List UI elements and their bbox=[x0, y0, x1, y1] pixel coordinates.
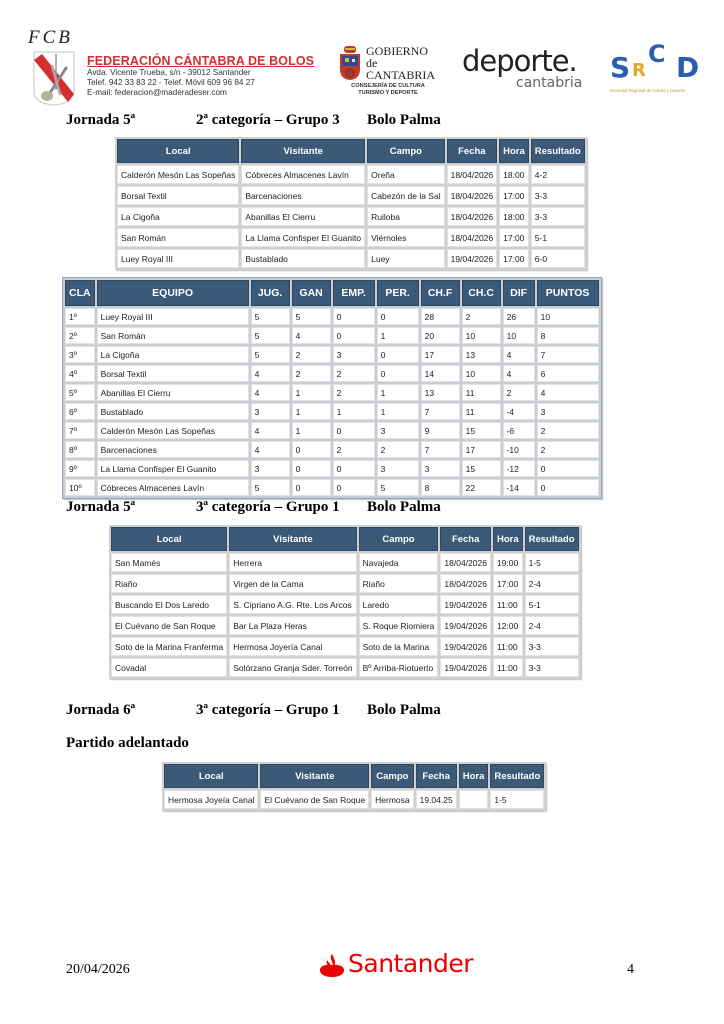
column-header-local: Local bbox=[117, 139, 239, 163]
cell-campo: Riaño bbox=[359, 574, 439, 593]
section-heading-jornada5-3a bbox=[66, 498, 566, 516]
match-row bbox=[111, 658, 579, 677]
cell-resultado: 6-0 bbox=[531, 249, 585, 268]
cell-chc: 2 bbox=[462, 308, 501, 325]
categoria-label: 3ª categoría – Grupo 1 bbox=[196, 702, 340, 718]
cell-resultado: 3-3 bbox=[525, 658, 579, 677]
match-row bbox=[111, 595, 579, 614]
cell-per: 2 bbox=[377, 441, 419, 458]
cell-emp: 2 bbox=[333, 384, 375, 401]
cell-hora: 11:00 bbox=[493, 595, 523, 614]
cell-hora: 17:00 bbox=[499, 228, 529, 247]
cell-gan: 0 bbox=[292, 479, 331, 496]
standings-row bbox=[65, 308, 599, 325]
cell-equipo: Barcenaciones bbox=[97, 441, 249, 458]
cell-per: 1 bbox=[377, 403, 419, 420]
cell-puntos: 8 bbox=[537, 327, 599, 344]
cell-equipo: Bustablado bbox=[97, 403, 249, 420]
column-header-jug: JUG. bbox=[251, 280, 290, 306]
column-header-campo: Campo bbox=[371, 764, 413, 788]
cell-fecha: 19/04/2026 bbox=[440, 658, 491, 677]
cell-per: 0 bbox=[377, 365, 419, 382]
cell-chc: 11 bbox=[462, 403, 501, 420]
fcb-letters: FCB bbox=[28, 27, 73, 48]
cell-cla: 3º bbox=[65, 346, 95, 363]
cell-dif: -6 bbox=[503, 422, 535, 439]
cell-chc: 22 bbox=[462, 479, 501, 496]
cell-visitante: Hermosa Joyería Canal bbox=[229, 637, 356, 656]
cell-local: Calderón Mesón Las Sopeñas bbox=[117, 165, 239, 184]
consejeria-line2: TURISMO Y DEPORTE bbox=[358, 90, 418, 96]
cell-hora: 17:00 bbox=[499, 186, 529, 205]
federation-name: FEDERACIÓN CÁNTABRA DE BOLOS bbox=[87, 54, 315, 68]
cell-per: 0 bbox=[377, 346, 419, 363]
cell-chf: 8 bbox=[421, 479, 460, 496]
cell-dif: -14 bbox=[503, 479, 535, 496]
cell-puntos: 0 bbox=[537, 479, 599, 496]
cell-chf: 28 bbox=[421, 308, 460, 325]
cell-puntos: 6 bbox=[537, 365, 599, 382]
match-row bbox=[117, 207, 585, 226]
cell-visitante: El Cuévano de San Roque bbox=[260, 790, 369, 809]
cell-puntos: 2 bbox=[537, 422, 599, 439]
cell-equipo: La Cigoña bbox=[97, 346, 249, 363]
column-header-chc: CH.C bbox=[462, 280, 501, 306]
column-header-dif: DIF bbox=[503, 280, 535, 306]
cell-cla: 5º bbox=[65, 384, 95, 401]
cell-campo: Cabezón de la Sal bbox=[367, 186, 444, 205]
cell-emp: 2 bbox=[333, 365, 375, 382]
column-header-emp: EMP. bbox=[333, 280, 375, 306]
categoria-label: 2ª categoría – Grupo 3 bbox=[196, 112, 340, 128]
gobierno-line1: GOBIERNO bbox=[366, 44, 428, 58]
cell-fecha: 18/04/2026 bbox=[440, 574, 491, 593]
cell-chf: 7 bbox=[421, 403, 460, 420]
cell-dif: -4 bbox=[503, 403, 535, 420]
column-header-campo: Campo bbox=[359, 527, 439, 551]
standings-row bbox=[65, 403, 599, 420]
jornada-label: Jornada 6ª bbox=[66, 702, 136, 718]
cell-fecha: 18/04/2026 bbox=[447, 228, 498, 247]
santander-wordmark: Santander bbox=[348, 949, 474, 978]
cell-equipo: Borsal Textil bbox=[97, 365, 249, 382]
match-row bbox=[117, 165, 585, 184]
match-row bbox=[117, 228, 585, 247]
cell-jug: 3 bbox=[251, 403, 290, 420]
cell-cla: 10º bbox=[65, 479, 95, 496]
cell-per: 1 bbox=[377, 384, 419, 401]
cell-visitante: Bar La Plaza Heras bbox=[229, 616, 356, 635]
cell-chf: 7 bbox=[421, 441, 460, 458]
standings-header-row bbox=[65, 280, 599, 306]
modalidad-label: Bolo Palma bbox=[367, 702, 441, 718]
cell-equipo: San Román bbox=[97, 327, 249, 344]
column-header-per: PER. bbox=[377, 280, 419, 306]
cell-local: El Cuévano de San Roque bbox=[111, 616, 227, 635]
cell-local: Buscando El Dos Laredo bbox=[111, 595, 227, 614]
modalidad-label: Bolo Palma bbox=[367, 112, 441, 128]
cell-hora: 18:00 bbox=[499, 207, 529, 226]
cell-campo: Soto de la Marina bbox=[359, 637, 439, 656]
cell-cla: 7º bbox=[65, 422, 95, 439]
cell-local: Hermosa Joyeía Canal bbox=[164, 790, 258, 809]
match-row bbox=[111, 574, 579, 593]
table-header-row bbox=[164, 764, 544, 788]
standings-row bbox=[65, 346, 599, 363]
cell-campo: Navajeda bbox=[359, 553, 439, 572]
footer-date: 20/04/2026 bbox=[66, 962, 130, 977]
cell-dif: 26 bbox=[503, 308, 535, 325]
matches-table-jornada6 bbox=[162, 762, 546, 811]
cell-emp: 0 bbox=[333, 308, 375, 325]
cell-visitante: Barcenaciones bbox=[241, 186, 365, 205]
gobierno-line2: de bbox=[366, 56, 378, 70]
cell-campo: Laredo bbox=[359, 595, 439, 614]
cell-fecha: 19/04/2026 bbox=[447, 249, 498, 268]
santander-flame-icon bbox=[318, 952, 346, 978]
cell-chf: 17 bbox=[421, 346, 460, 363]
srcd-letter-r: R bbox=[632, 60, 646, 81]
federation-phones: Telef. 942 33 83 22 - Telef. Móvil 609 96 84 27 bbox=[87, 78, 255, 87]
srcd-caption: Sociedad Regional de Cultura y Deporte bbox=[610, 88, 685, 93]
cell-visitante: Virgen de la Cama bbox=[229, 574, 356, 593]
cell-hora: 11:00 bbox=[493, 637, 523, 656]
matches-table-3a-grupo1 bbox=[109, 525, 581, 679]
cell-chc: 10 bbox=[462, 327, 501, 344]
cell-resultado: 5-1 bbox=[531, 228, 585, 247]
cell-emp: 1 bbox=[333, 403, 375, 420]
cell-resultado: 5-1 bbox=[525, 595, 579, 614]
cell-fecha: 18/04/2026 bbox=[447, 165, 498, 184]
cell-equipo: Abanillas El Cierru bbox=[97, 384, 249, 401]
cell-hora: 18:00 bbox=[499, 165, 529, 184]
column-header-chf: CH.F bbox=[421, 280, 460, 306]
cell-local: La Cigoña bbox=[117, 207, 239, 226]
cell-resultado: 2-4 bbox=[525, 574, 579, 593]
cell-per: 1 bbox=[377, 327, 419, 344]
cell-campo: Ruiloba bbox=[367, 207, 444, 226]
cell-campo: Viérnoles bbox=[367, 228, 444, 247]
cell-campo: S. Roque Riomiera bbox=[359, 616, 439, 635]
column-header-cla: CLA bbox=[65, 280, 95, 306]
partido-adelantado-heading: Partido adelantado bbox=[66, 735, 189, 751]
cell-visitante: Herrera bbox=[229, 553, 356, 572]
cell-gan: 1 bbox=[292, 403, 331, 420]
column-header-hora: Hora bbox=[459, 764, 489, 788]
cell-per: 0 bbox=[377, 308, 419, 325]
federation-address: Avda. Vicente Trueba, s/n - 39012 Santander bbox=[87, 68, 251, 77]
cell-gan: 4 bbox=[292, 327, 331, 344]
match-row bbox=[111, 616, 579, 635]
column-header-local: Local bbox=[111, 527, 227, 551]
standings-row bbox=[65, 365, 599, 382]
cell-gan: 5 bbox=[292, 308, 331, 325]
srcd-logo bbox=[610, 42, 714, 98]
cell-fecha: 18/04/2026 bbox=[447, 207, 498, 226]
cell-gan: 1 bbox=[292, 384, 331, 401]
cell-visitante: Cóbreces Almacenes Lavín bbox=[241, 165, 365, 184]
cell-equipo: Cóbreces Almacenes Lavín bbox=[97, 479, 249, 496]
cell-puntos: 2 bbox=[537, 441, 599, 458]
cell-gan: 0 bbox=[292, 460, 331, 477]
column-header-hora: Hora bbox=[499, 139, 529, 163]
cell-cla: 1º bbox=[65, 308, 95, 325]
section-heading-jornada5-2a bbox=[66, 111, 566, 129]
cell-local: San Mamés bbox=[111, 553, 227, 572]
cell-puntos: 0 bbox=[537, 460, 599, 477]
cell-local: Borsal Textil bbox=[117, 186, 239, 205]
consejeria-text bbox=[338, 83, 438, 97]
section-heading-jornada6-3a bbox=[66, 701, 566, 719]
column-header-fecha: Fecha bbox=[440, 527, 491, 551]
categoria-label: 3ª categoría – Grupo 1 bbox=[196, 499, 340, 515]
cell-cla: 9º bbox=[65, 460, 95, 477]
cell-cla: 6º bbox=[65, 403, 95, 420]
cell-fecha: 19/04/2026 bbox=[440, 637, 491, 656]
column-header-resultado: Resultado bbox=[490, 764, 544, 788]
cell-campo: Bº Arriba-Riotuerto bbox=[359, 658, 439, 677]
column-header-resultado: Resultado bbox=[525, 527, 579, 551]
cell-fecha: 19/04/2026 bbox=[440, 595, 491, 614]
cell-campo: Oreña bbox=[367, 165, 444, 184]
cell-resultado: 1-5 bbox=[525, 553, 579, 572]
column-header-local: Local bbox=[164, 764, 258, 788]
cell-jug: 5 bbox=[251, 327, 290, 344]
cell-jug: 5 bbox=[251, 346, 290, 363]
cell-resultado: 2-4 bbox=[525, 616, 579, 635]
cantabria-wordmark: cantabria bbox=[516, 75, 583, 91]
cell-chf: 9 bbox=[421, 422, 460, 439]
column-header-hora: Hora bbox=[493, 527, 523, 551]
cell-local: Luey Royal III bbox=[117, 249, 239, 268]
cell-visitante: La Llama Confisper El Guanito bbox=[241, 228, 365, 247]
consejeria-line1: CONSEJERÍA DE CULTURA bbox=[351, 83, 425, 89]
cell-local: San Román bbox=[117, 228, 239, 247]
cell-emp: 0 bbox=[333, 422, 375, 439]
cell-fecha: 19/04/2026 bbox=[440, 616, 491, 635]
cell-fecha: 18/04/2026 bbox=[447, 186, 498, 205]
column-header-fecha: Fecha bbox=[447, 139, 498, 163]
column-header-resultado: Resultado bbox=[531, 139, 585, 163]
match-row bbox=[117, 186, 585, 205]
deporte-wordmark: deporte. bbox=[462, 44, 577, 78]
cell-puntos: 3 bbox=[537, 403, 599, 420]
matches-table-2a-grupo3 bbox=[115, 137, 587, 270]
cell-dif: -12 bbox=[503, 460, 535, 477]
gobierno-line3: CANTABRIA bbox=[366, 68, 436, 82]
jornada-label: Jornada 5ª bbox=[66, 499, 136, 515]
cantabria-coat-of-arms-icon bbox=[338, 45, 362, 81]
cell-per: 3 bbox=[377, 460, 419, 477]
cell-jug: 4 bbox=[251, 384, 290, 401]
cell-jug: 4 bbox=[251, 365, 290, 382]
cell-chf: 13 bbox=[421, 384, 460, 401]
cell-gan: 0 bbox=[292, 441, 331, 458]
column-header-visitante: Visitante bbox=[241, 139, 365, 163]
column-header-gan: GAN bbox=[292, 280, 331, 306]
cell-chc: 15 bbox=[462, 422, 501, 439]
cell-gan: 2 bbox=[292, 365, 331, 382]
cell-emp: 0 bbox=[333, 479, 375, 496]
cell-chc: 11 bbox=[462, 384, 501, 401]
table-header-row bbox=[111, 527, 579, 551]
cell-puntos: 10 bbox=[537, 308, 599, 325]
standings-row bbox=[65, 441, 599, 458]
srcd-letter-s: S bbox=[610, 51, 631, 84]
cell-cla: 2º bbox=[65, 327, 95, 344]
deporte-cantabria-logo bbox=[462, 46, 592, 92]
column-header-visitante: Visitante bbox=[229, 527, 356, 551]
column-header-visitante: Visitante bbox=[260, 764, 369, 788]
cell-jug: 5 bbox=[251, 308, 290, 325]
cell-gan: 2 bbox=[292, 346, 331, 363]
standings-table bbox=[62, 277, 602, 499]
cell-resultado: 3-3 bbox=[531, 186, 585, 205]
federation-info bbox=[87, 54, 314, 98]
cell-campo: Hermosa bbox=[371, 790, 413, 809]
cell-chc: 13 bbox=[462, 346, 501, 363]
cell-visitante: Abanillas El Cierru bbox=[241, 207, 365, 226]
srcd-letter-d: D bbox=[676, 51, 700, 84]
match-row bbox=[117, 249, 585, 268]
cell-chc: 17 bbox=[462, 441, 501, 458]
standings-row bbox=[65, 460, 599, 477]
cell-dif: 4 bbox=[503, 365, 535, 382]
cell-hora: 19:00 bbox=[493, 553, 523, 572]
page-number: 4 bbox=[627, 962, 634, 977]
modalidad-label: Bolo Palma bbox=[367, 499, 441, 515]
cell-cla: 4º bbox=[65, 365, 95, 382]
cell-chf: 3 bbox=[421, 460, 460, 477]
cell-chc: 15 bbox=[462, 460, 501, 477]
cell-visitante: Solórzano Granja Sder. Torreón bbox=[229, 658, 356, 677]
cell-chf: 14 bbox=[421, 365, 460, 382]
cell-emp: 3 bbox=[333, 346, 375, 363]
santander-logo bbox=[318, 950, 488, 982]
match-row bbox=[111, 637, 579, 656]
cell-jug: 5 bbox=[251, 479, 290, 496]
gobierno-cantabria-logo bbox=[338, 43, 438, 99]
cell-emp: 0 bbox=[333, 327, 375, 344]
cell-equipo: Luey Royal III bbox=[97, 308, 249, 325]
cell-dif: 10 bbox=[503, 327, 535, 344]
cell-hora bbox=[459, 790, 489, 809]
cell-resultado: 3-3 bbox=[525, 637, 579, 656]
gobierno-text bbox=[366, 45, 435, 81]
cell-equipo: Calderón Mesón Las Sopeñas bbox=[97, 422, 249, 439]
match-row bbox=[164, 790, 544, 809]
cell-emp: 0 bbox=[333, 460, 375, 477]
cell-local: Riaño bbox=[111, 574, 227, 593]
cell-visitante: S. Cipriano A.G. Rte. Los Arcos bbox=[229, 595, 356, 614]
cell-local: Covadal bbox=[111, 658, 227, 677]
standings-row bbox=[65, 384, 599, 401]
cell-dif: -10 bbox=[503, 441, 535, 458]
cell-gan: 1 bbox=[292, 422, 331, 439]
cell-dif: 2 bbox=[503, 384, 535, 401]
cell-jug: 4 bbox=[251, 422, 290, 439]
fcb-shield-icon bbox=[32, 50, 76, 106]
cell-emp: 2 bbox=[333, 441, 375, 458]
column-header-fecha: Fecha bbox=[416, 764, 457, 788]
table-header-row bbox=[117, 139, 585, 163]
standings-row bbox=[65, 479, 599, 496]
cell-fecha: 18/04/2026 bbox=[440, 553, 491, 572]
cell-hora: 17:00 bbox=[493, 574, 523, 593]
cell-puntos: 4 bbox=[537, 384, 599, 401]
column-header-puntos: PUNTOS bbox=[537, 280, 599, 306]
cell-resultado: 1-5 bbox=[490, 790, 544, 809]
cell-equipo: La Llama Confisper El Guanito bbox=[97, 460, 249, 477]
cell-campo: Luey bbox=[367, 249, 444, 268]
fcb-logo bbox=[26, 28, 82, 108]
cell-jug: 3 bbox=[251, 460, 290, 477]
column-header-campo: Campo bbox=[367, 139, 444, 163]
cell-dif: 4 bbox=[503, 346, 535, 363]
cell-resultado: 4-2 bbox=[531, 165, 585, 184]
match-row bbox=[111, 553, 579, 572]
cell-chf: 20 bbox=[421, 327, 460, 344]
jornada-label: Jornada 5ª bbox=[66, 112, 136, 128]
cell-cla: 8º bbox=[65, 441, 95, 458]
cell-chc: 10 bbox=[462, 365, 501, 382]
cell-puntos: 7 bbox=[537, 346, 599, 363]
standings-row bbox=[65, 327, 599, 344]
cell-fecha: 19.04.25 bbox=[416, 790, 457, 809]
cell-visitante: Bustablado bbox=[241, 249, 365, 268]
cell-jug: 4 bbox=[251, 441, 290, 458]
standings-row bbox=[65, 422, 599, 439]
cell-hora: 11:00 bbox=[493, 658, 523, 677]
column-header-equipo: EQUIPO bbox=[97, 280, 249, 306]
srcd-letter-c: C bbox=[648, 40, 666, 68]
federation-email: E-mail: federacion@maderadeser.com bbox=[87, 88, 227, 97]
cell-per: 3 bbox=[377, 422, 419, 439]
cell-resultado: 3-3 bbox=[531, 207, 585, 226]
cell-hora: 12:00 bbox=[493, 616, 523, 635]
cell-per: 5 bbox=[377, 479, 419, 496]
cell-hora: 17:00 bbox=[499, 249, 529, 268]
cell-local: Soto de la Marina Franferma bbox=[111, 637, 227, 656]
